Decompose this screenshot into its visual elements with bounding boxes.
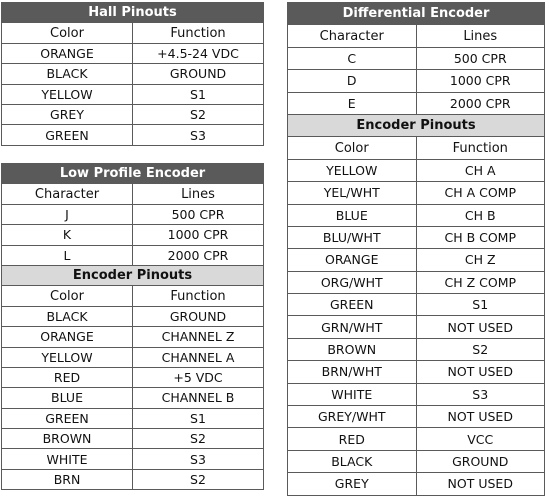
- hall-cell-color: GREY: [2, 104, 133, 124]
- low-profile-pinouts-title: Encoder Pinouts: [2, 265, 264, 285]
- table-row: [288, 428, 545, 450]
- table-row: [2, 429, 264, 449]
- differential-pinout-function: CH B COMP: [416, 226, 545, 248]
- differential-pinouts-header-function: Function: [416, 137, 545, 159]
- differential-pinout-function: VCC: [416, 428, 545, 450]
- differential-encoder-table: [287, 2, 545, 496]
- table-row: [288, 473, 545, 495]
- table-row: [288, 249, 545, 271]
- hall-cell-function: S1: [133, 84, 264, 104]
- hall-pinouts-table: [1, 2, 264, 146]
- low-profile-cell-character: J: [2, 204, 133, 224]
- table-row: [288, 406, 545, 428]
- differential-cell-lines: 500 CPR: [416, 47, 545, 69]
- table-row: [288, 47, 545, 69]
- table-row: [2, 469, 264, 489]
- differential-pinout-color: BLU/WHT: [288, 226, 417, 248]
- differential-cell-character: D: [288, 70, 417, 92]
- low-profile-pinout-color: BRN: [2, 469, 133, 489]
- table-row: [2, 43, 264, 63]
- low-profile-encoder-title: Low Profile Encoder: [2, 164, 264, 184]
- table-row: [2, 225, 264, 245]
- differential-pinout-function: CH B: [416, 204, 545, 226]
- hall-cell-color: ORANGE: [2, 43, 133, 63]
- differential-pinout-function: GROUND: [416, 450, 545, 472]
- table-row: [2, 367, 264, 387]
- differential-pinout-function: NOT USED: [416, 361, 545, 383]
- low-profile-pinout-function: CHANNEL Z: [133, 327, 264, 347]
- table-row: [2, 408, 264, 428]
- differential-pinout-function: CH Z: [416, 249, 545, 271]
- table-row: [288, 450, 545, 472]
- differential-pinout-color: ORG/WHT: [288, 271, 417, 293]
- low-profile-pinout-function: GROUND: [133, 306, 264, 326]
- differential-pinout-function: S3: [416, 383, 545, 405]
- low-profile-pinout-color: YELLOW: [2, 347, 133, 367]
- low-profile-cell-lines: 500 CPR: [133, 204, 264, 224]
- differential-pinout-color: YELLOW: [288, 159, 417, 181]
- table-row: [2, 347, 264, 367]
- differential-cell-lines: 2000 CPR: [416, 92, 545, 114]
- differential-pinout-color: RED: [288, 428, 417, 450]
- low-profile-cell-lines: 2000 CPR: [133, 245, 264, 265]
- low-profile-pinout-color: WHITE: [2, 449, 133, 469]
- low-profile-pinout-function: CHANNEL A: [133, 347, 264, 367]
- table-row: [288, 92, 545, 114]
- differential-pinout-color: GRN/WHT: [288, 316, 417, 338]
- low-profile-cell-lines: 1000 CPR: [133, 225, 264, 245]
- table-row: [288, 182, 545, 204]
- table-row: [2, 245, 264, 265]
- differential-cell-character: E: [288, 92, 417, 114]
- hall-pinouts-title: Hall Pinouts: [2, 3, 264, 23]
- differential-cell-lines: 1000 CPR: [416, 70, 545, 92]
- low-profile-pinout-function: S2: [133, 429, 264, 449]
- hall-header-function: Function: [133, 23, 264, 43]
- table-row: [288, 159, 545, 181]
- table-row: [2, 449, 264, 469]
- table-row: [2, 327, 264, 347]
- hall-cell-function: S2: [133, 104, 264, 124]
- table-row: [288, 70, 545, 92]
- low-profile-header-character: Character: [2, 184, 133, 204]
- differential-pinout-color: ORANGE: [288, 249, 417, 271]
- differential-pinout-function: NOT USED: [416, 316, 545, 338]
- differential-pinouts-header-color: Color: [288, 137, 417, 159]
- differential-pinout-color: GREY/WHT: [288, 406, 417, 428]
- differential-pinout-color: BROWN: [288, 338, 417, 360]
- hall-cell-function: +4.5-24 VDC: [133, 43, 264, 63]
- low-profile-pinout-color: RED: [2, 367, 133, 387]
- low-profile-pinout-function: S1: [133, 408, 264, 428]
- differential-pinout-function: NOT USED: [416, 473, 545, 495]
- hall-cell-color: BLACK: [2, 64, 133, 84]
- table-row: [288, 383, 545, 405]
- low-profile-pinout-color: ORANGE: [2, 327, 133, 347]
- low-profile-pinout-function: +5 VDC: [133, 367, 264, 387]
- differential-pinout-color: BLACK: [288, 450, 417, 472]
- differential-pinouts-title: Encoder Pinouts: [288, 114, 545, 136]
- differential-pinout-function: NOT USED: [416, 406, 545, 428]
- table-row: [2, 84, 264, 104]
- table-row: [288, 294, 545, 316]
- low-profile-pinouts-header-function: Function: [133, 286, 264, 306]
- hall-cell-color: YELLOW: [2, 84, 133, 104]
- differential-pinout-color: BRN/WHT: [288, 361, 417, 383]
- low-profile-cell-character: K: [2, 225, 133, 245]
- low-profile-encoder-table: [1, 163, 264, 490]
- table-row: [288, 316, 545, 338]
- differential-header-lines: Lines: [416, 25, 545, 47]
- low-profile-pinout-function: S2: [133, 469, 264, 489]
- differential-pinout-function: CH Z COMP: [416, 271, 545, 293]
- differential-pinout-color: GREEN: [288, 294, 417, 316]
- table-row: [288, 271, 545, 293]
- low-profile-pinout-function: S3: [133, 449, 264, 469]
- low-profile-pinout-color: BLACK: [2, 306, 133, 326]
- hall-header-color: Color: [2, 23, 133, 43]
- low-profile-pinout-function: CHANNEL B: [133, 388, 264, 408]
- differential-pinout-color: WHITE: [288, 383, 417, 405]
- differential-encoder-title: Differential Encoder: [288, 3, 545, 25]
- low-profile-pinout-color: BROWN: [2, 429, 133, 449]
- table-row: [2, 64, 264, 84]
- table-row: [2, 104, 264, 124]
- differential-pinout-color: BLUE: [288, 204, 417, 226]
- low-profile-cell-character: L: [2, 245, 133, 265]
- table-row: [288, 361, 545, 383]
- table-row: [2, 204, 264, 224]
- table-row: [2, 306, 264, 326]
- hall-cell-color: GREEN: [2, 125, 133, 145]
- low-profile-header-lines: Lines: [133, 184, 264, 204]
- differential-pinout-function: CH A COMP: [416, 182, 545, 204]
- low-profile-pinout-color: GREEN: [2, 408, 133, 428]
- low-profile-pinout-color: BLUE: [2, 388, 133, 408]
- differential-header-character: Character: [288, 25, 417, 47]
- table-row: [288, 204, 545, 226]
- table-row: [2, 125, 264, 145]
- differential-pinout-function: S1: [416, 294, 545, 316]
- table-row: [288, 338, 545, 360]
- hall-cell-function: S3: [133, 125, 264, 145]
- low-profile-pinouts-header-color: Color: [2, 286, 133, 306]
- table-row: [2, 388, 264, 408]
- differential-cell-character: C: [288, 47, 417, 69]
- differential-pinout-color: GREY: [288, 473, 417, 495]
- hall-cell-function: GROUND: [133, 64, 264, 84]
- differential-pinout-function: CH A: [416, 159, 545, 181]
- table-row: [288, 226, 545, 248]
- differential-pinout-function: S2: [416, 338, 545, 360]
- differential-pinout-color: YEL/WHT: [288, 182, 417, 204]
